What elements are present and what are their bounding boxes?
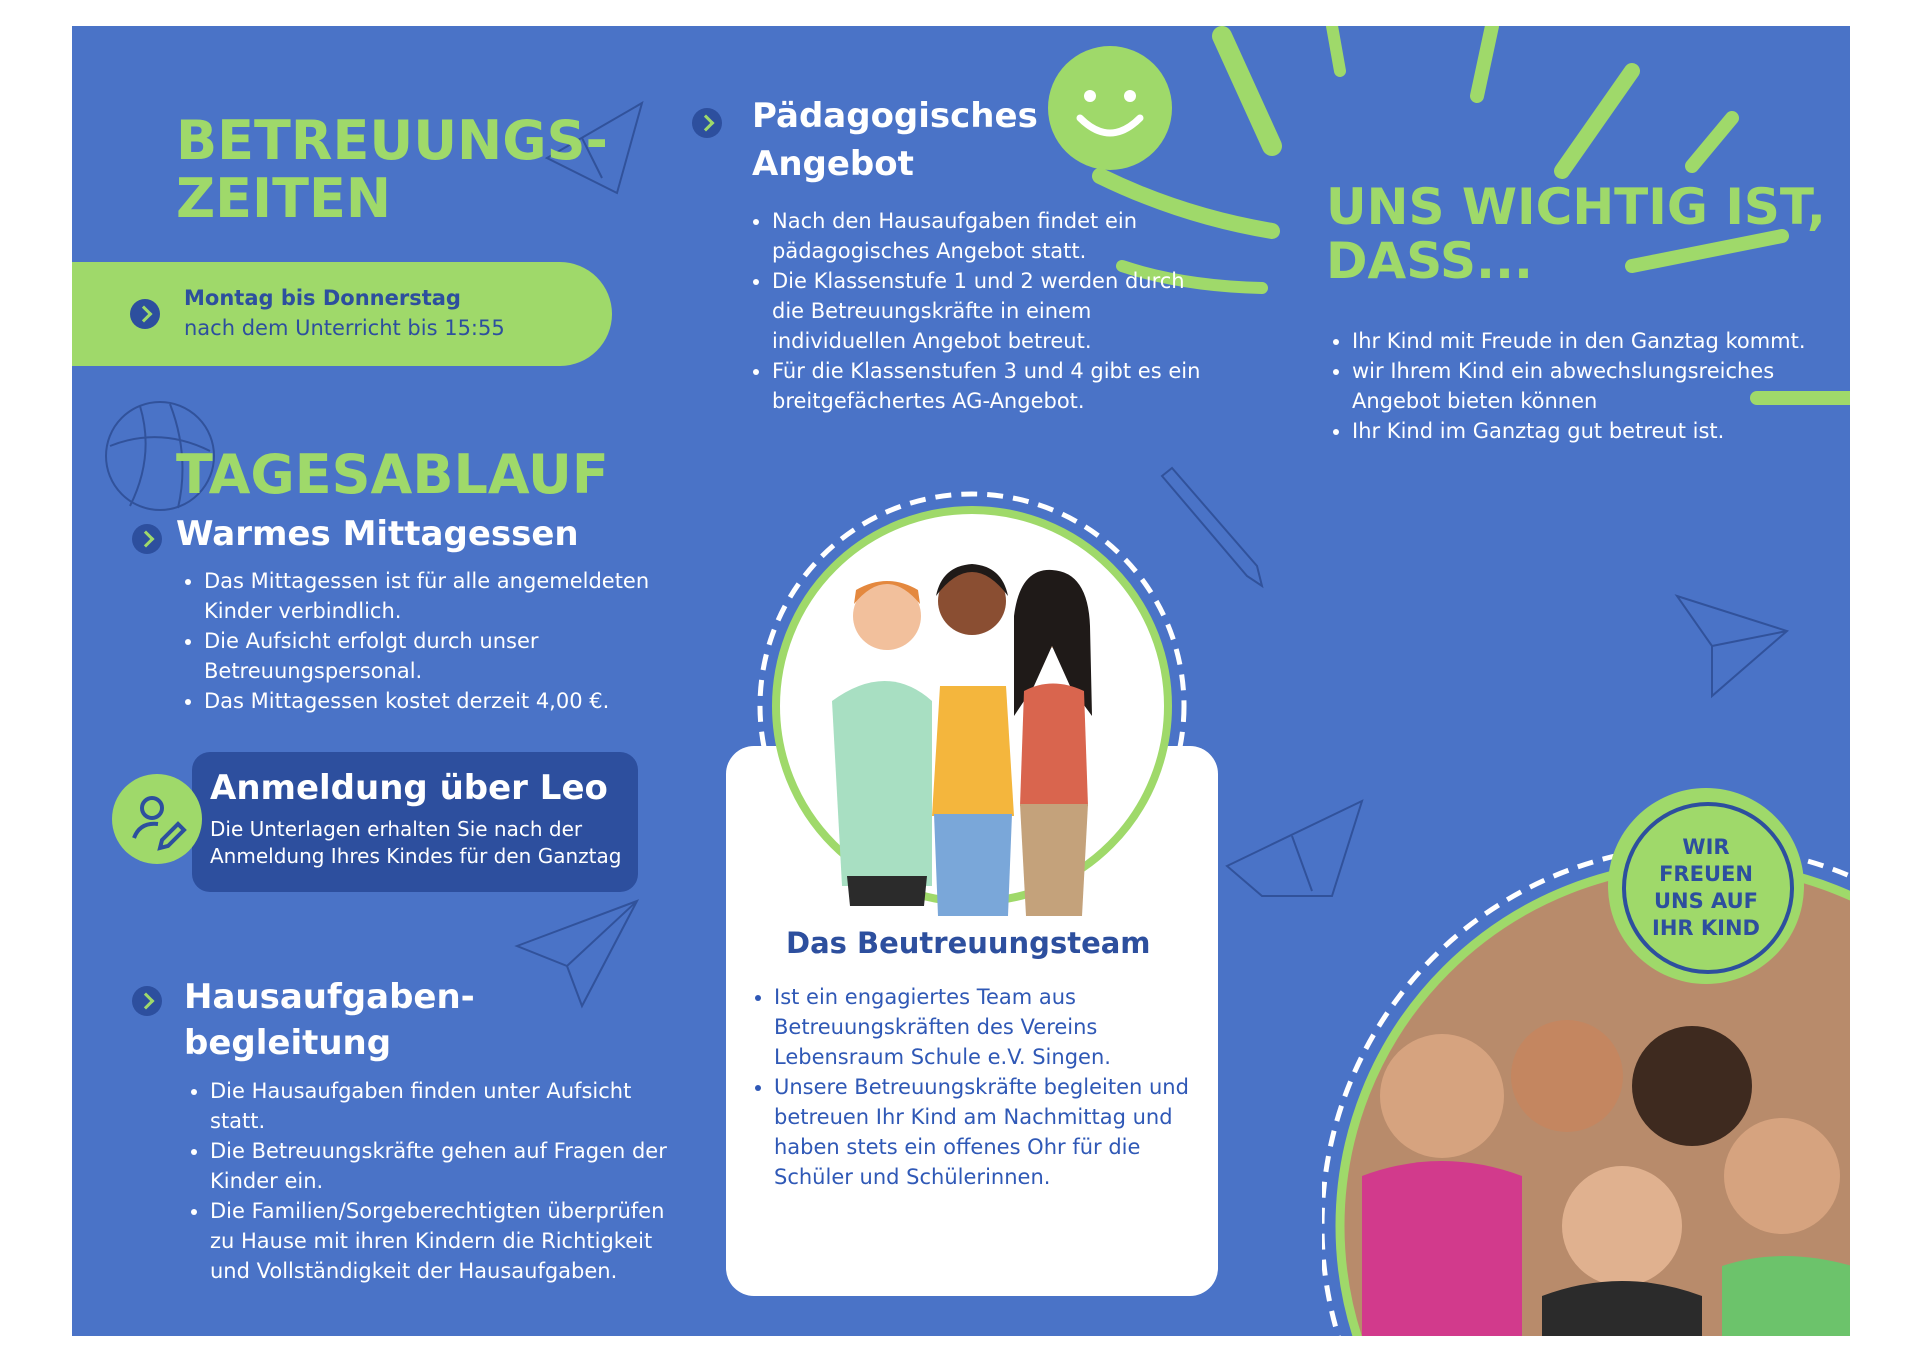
badge-line: UNS AUF	[1653, 889, 1759, 913]
paper-plane-icon	[512, 896, 642, 1016]
badge	[1608, 788, 1804, 984]
list-item: • Unsere Betreuungskräfte begleiten und betreuen Ihr Kind am Nachmittag und haben stets ein offenes Ohr für die Schüler und Schülerinnen.	[774, 1072, 1214, 1192]
list-item: • Die Klassenstufe 1 und 2 werden durch die Betreuungskräfte in einem individuellen Angebot betreut.	[772, 266, 1212, 356]
paedagogisch-list	[744, 206, 1212, 416]
betreuungszeiten-banner	[72, 262, 612, 366]
list-item: • Ihr Kind im Ganztag gut betreut ist.	[1352, 416, 1812, 446]
list-item: • Die Familien/Sorgeberechtigten überprüfen zu Hause mit ihren Kindern die Richtigkeit und Vollständigkeit der Hausaufgaben.	[210, 1196, 670, 1286]
paedagogisch-title: Pädagogisches Angebot	[752, 96, 1038, 184]
betreuungszeiten-time: nach dem Unterricht bis 15:55	[184, 316, 505, 340]
user-edit-icon	[112, 774, 202, 864]
badge-line: FREUEN	[1659, 862, 1753, 886]
wichtig-list	[1324, 326, 1812, 446]
team-list	[746, 982, 1214, 1192]
chevron-right-icon	[132, 986, 162, 1016]
anmeldung-title: Anmeldung über Leo	[210, 768, 608, 808]
badge-line: IHR KIND	[1652, 916, 1760, 940]
list-item: • Für die Klassenstufen 3 und 4 gibt es ein breitgefächertes AG-Angebot.	[772, 356, 1212, 416]
chevron-right-icon	[130, 299, 160, 329]
chevron-right-icon	[132, 524, 162, 554]
paper-plane-icon-2	[1672, 586, 1792, 706]
list-item: • Das Mittagessen ist für alle angemeldeten Kinder verbindlich.	[204, 566, 654, 626]
team-title: Das Beutreuungsteam	[786, 926, 1151, 960]
hausaufgaben-list	[182, 1076, 670, 1286]
badge-line: WIR	[1682, 835, 1730, 859]
list-item: • Ist ein engagiertes Team aus Betreuungskräften des Vereins Lebensraum Schule e.V. Singen.	[774, 982, 1214, 1072]
chevron-right-icon	[692, 108, 722, 138]
anmeldung-text: Die Unterlagen erhalten Sie nach der Anmeldung Ihres Kindes für den Ganztag	[210, 817, 622, 868]
list-item: • Ihr Kind mit Freude in den Ganztag kommt.	[1352, 326, 1812, 356]
list-item: • Die Aufsicht erfolgt durch unser Betreuungspersonal.	[204, 626, 654, 686]
team-illustration	[752, 486, 1192, 926]
wichtig-title: UNS WICHTIG IST, DASS...	[1326, 178, 1826, 290]
list-item: • Die Hausaufgaben finden unter Aufsicht statt.	[210, 1076, 670, 1136]
list-item: • Die Betreuungskräfte gehen auf Fragen der Kinder ein.	[210, 1136, 670, 1196]
tagesablauf-title: TAGESABLAUF	[176, 443, 609, 506]
lunch-title: Warmes Mittagessen	[176, 514, 579, 554]
hausaufgaben-title: Hausaufgaben- begleitung	[184, 977, 475, 1063]
flyer-sheet	[72, 26, 1850, 1336]
betreuungszeiten-days: Montag bis Donnerstag	[184, 286, 461, 310]
betreuungszeiten-title: BETREUUNGS- ZEITEN	[176, 109, 608, 231]
lunch-list	[176, 566, 654, 716]
list-item: • Das Mittagessen kostet derzeit 4,00 €.	[204, 686, 654, 716]
list-item: • Nach den Hausaufgaben findet ein pädagogisches Angebot statt.	[772, 206, 1212, 266]
list-item: • wir Ihrem Kind ein abwechslungsreiches Angebot bieten können	[1352, 356, 1812, 416]
